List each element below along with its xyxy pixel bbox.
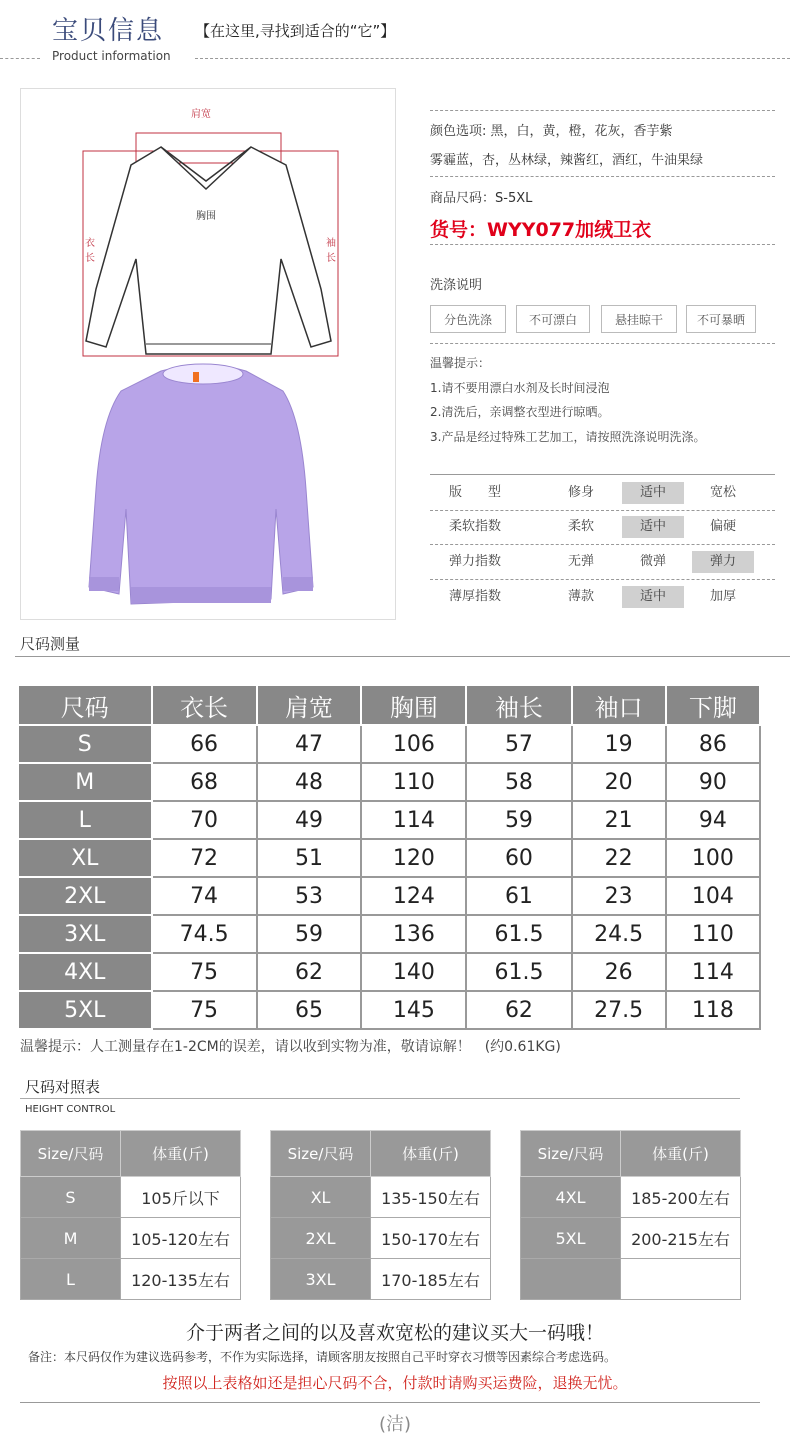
- measure-cell: 68: [152, 763, 257, 801]
- tips-title: 温馨提示：: [430, 356, 491, 370]
- size-cell: M: [18, 763, 152, 801]
- divider: [430, 579, 775, 580]
- sleeve-label-2: 长: [326, 253, 336, 264]
- table-row: [18, 953, 760, 991]
- measure-cell: 19: [572, 725, 666, 763]
- tip-2: 2.清洗后，亲调整衣型进行晾晒。: [430, 405, 610, 419]
- measure-cell: 72: [152, 839, 257, 877]
- reference-size: XL: [271, 1177, 371, 1218]
- size-table-header: 胸围: [361, 685, 466, 725]
- measure-cell: 100: [666, 839, 760, 877]
- size-table-header: 衣长: [152, 685, 257, 725]
- table-row: [18, 839, 760, 877]
- measure-cell: 61: [466, 877, 571, 915]
- fit-label: 弹力指数: [448, 554, 501, 569]
- measure-cell: 20: [572, 763, 666, 801]
- section-subtitle: Product information: [52, 49, 171, 63]
- measure-cell: 74.5: [152, 915, 257, 953]
- table-row: [18, 763, 760, 801]
- wash-tag-2: 悬挂晾干: [601, 305, 677, 333]
- measure-cell: 118: [666, 991, 760, 1029]
- fit-option: 修身: [567, 485, 594, 500]
- table-row: [521, 1177, 741, 1218]
- measure-cell: 104: [666, 877, 760, 915]
- measure-cell: 49: [257, 801, 362, 839]
- reference-title: 尺码对照表: [25, 1078, 101, 1096]
- measure-cell: 145: [361, 991, 466, 1029]
- table-row: [271, 1259, 491, 1300]
- fit-option: 适中: [622, 586, 684, 608]
- reference-weight: 105斤以下: [121, 1177, 241, 1218]
- divider: [430, 110, 775, 111]
- fit-label: 版 型: [448, 485, 501, 500]
- measure-cell: 74: [152, 877, 257, 915]
- size-cell: 3XL: [18, 915, 152, 953]
- measure-cell: 140: [361, 953, 466, 991]
- measure-cell: 53: [257, 877, 362, 915]
- sleeve-label-1: 袖: [326, 238, 336, 249]
- table-row: [271, 1218, 491, 1259]
- reference-size: M: [21, 1218, 121, 1259]
- reference-size: 2XL: [271, 1218, 371, 1259]
- table-row: [21, 1177, 241, 1218]
- fit-row: [430, 551, 760, 581]
- reference-weight: 105-120左右: [121, 1218, 241, 1259]
- fit-row: [430, 516, 760, 546]
- measure-cell: 136: [361, 915, 466, 953]
- measure-cell: 75: [152, 953, 257, 991]
- measure-cell: 51: [257, 839, 362, 877]
- reference-size: L: [21, 1259, 121, 1300]
- size-table-header: 肩宽: [257, 685, 362, 725]
- color-values: 黑，白，黄，橙，花灰，香芋紫: [490, 124, 673, 139]
- shoulder-label: 肩宽: [191, 109, 211, 120]
- divider: [15, 656, 790, 657]
- measure-cell: 22: [572, 839, 666, 877]
- garment-diagram: [21, 89, 397, 621]
- length-label-2: 长: [85, 253, 95, 264]
- measure-cell: 114: [361, 801, 466, 839]
- size-table-header: 下脚: [666, 685, 760, 725]
- divider: [195, 58, 790, 59]
- fit-option: 加厚: [709, 589, 736, 604]
- sweater-outline: [86, 147, 331, 354]
- measure-cell: 120: [361, 839, 466, 877]
- reference-table: [270, 1130, 491, 1300]
- fit-option: 宽松: [709, 485, 736, 500]
- measure-cell: 65: [257, 991, 362, 1029]
- size-table-header: 袖长: [466, 685, 571, 725]
- table-row: [18, 915, 760, 953]
- fit-row: [430, 482, 760, 512]
- fit-option: 柔软: [567, 519, 594, 534]
- reference-table: [20, 1130, 241, 1300]
- fit-option: 偏硬: [709, 519, 736, 534]
- divider: [20, 1098, 740, 1099]
- table-row: [18, 877, 760, 915]
- measure-cell: 21: [572, 801, 666, 839]
- reference-header: 体重(斤): [121, 1131, 241, 1177]
- table-row: [21, 1259, 241, 1300]
- sweatshirt-photo: [89, 364, 313, 604]
- size-advice: 介于两者之间的以及喜欢宽松的建议买大一码哦！: [185, 1322, 604, 1344]
- size-remark: 备注：本尺码仅作为建议选码参考，不作为实际选择，请顾客朋友按照自己平时穿衣习惯等因素综合考虑选码。: [28, 1350, 617, 1364]
- fit-option: 无弹: [567, 554, 594, 569]
- fit-option: 薄款: [567, 589, 594, 604]
- brand-mark: (洁): [378, 1414, 412, 1435]
- reference-weight: 170-185左右: [371, 1259, 491, 1300]
- fit-option: 适中: [622, 516, 684, 538]
- reference-weight: 120-135左右: [121, 1259, 241, 1300]
- measure-cell: 26: [572, 953, 666, 991]
- size-table-header: 袖口: [572, 685, 666, 725]
- fit-option: 适中: [622, 482, 684, 504]
- fit-option: 弹力: [692, 551, 754, 573]
- tip-1: 1.请不要用漂白水剂及长时间浸泡: [430, 381, 610, 395]
- reference-header: Size/尺码: [521, 1131, 621, 1177]
- tip-3: 3.产品是经过特殊工艺加工，请按照洗涤说明洗涤。: [430, 430, 706, 444]
- fit-row: [430, 586, 760, 616]
- size-table-header: 尺码: [18, 685, 152, 725]
- measure-cell: 110: [666, 915, 760, 953]
- wash-tag-3: 不可暴晒: [686, 305, 756, 333]
- reference-weight: 185-200左右: [621, 1177, 741, 1218]
- measure-cell: 61.5: [466, 953, 571, 991]
- return-notice: 按照以上表格如还是担心尺码不合，付款时请购买运费险，退换无忧。: [162, 1374, 628, 1392]
- reference-weight: 200-215左右: [621, 1218, 741, 1259]
- item-number: 货号：WYY077加绒卫衣: [430, 219, 652, 241]
- fit-label: 薄厚指数: [448, 589, 501, 604]
- wash-tag-0: 分色洗涤: [430, 305, 506, 333]
- measure-cell: 57: [466, 725, 571, 763]
- measure-title: 尺码测量: [20, 635, 81, 653]
- length-label-1: 衣: [85, 238, 95, 249]
- measure-cell: 86: [666, 725, 760, 763]
- chest-label: 胸围: [196, 211, 216, 222]
- fit-label: 柔软指数: [448, 519, 501, 534]
- table-row: [521, 1218, 741, 1259]
- divider: [430, 244, 775, 245]
- table-row: [271, 1177, 491, 1218]
- divider: [430, 176, 775, 177]
- measure-cell: 106: [361, 725, 466, 763]
- size-cell: S: [18, 725, 152, 763]
- size-range: 商品尺码：S-5XL: [430, 191, 533, 206]
- measure-cell: 66: [152, 725, 257, 763]
- measure-cell: 59: [257, 915, 362, 953]
- reference-header: 体重(斤): [621, 1131, 741, 1177]
- measure-cell: 94: [666, 801, 760, 839]
- size-table: [17, 684, 761, 1030]
- size-cell: 5XL: [18, 991, 152, 1029]
- measure-cell: 62: [257, 953, 362, 991]
- divider: [20, 1402, 760, 1403]
- measure-cell: 90: [666, 763, 760, 801]
- reference-size: S: [21, 1177, 121, 1218]
- measure-cell: 124: [361, 877, 466, 915]
- reference-size: 4XL: [521, 1177, 621, 1218]
- size-cell: XL: [18, 839, 152, 877]
- measure-cell: 58: [466, 763, 571, 801]
- measure-cell: 24.5: [572, 915, 666, 953]
- measure-cell: 62: [466, 991, 571, 1029]
- measure-cell: 70: [152, 801, 257, 839]
- measure-cell: 48: [257, 763, 362, 801]
- reference-table: [520, 1130, 741, 1300]
- divider: [430, 510, 775, 511]
- measure-cell: 110: [361, 763, 466, 801]
- size-cell: 2XL: [18, 877, 152, 915]
- reference-size: 5XL: [521, 1218, 621, 1259]
- reference-size: 3XL: [271, 1259, 371, 1300]
- color-options-line1: [430, 120, 673, 139]
- reference-weight: 135-150左右: [371, 1177, 491, 1218]
- color-options-line2: 雾霾蓝，杏，丛林绿，辣酱红，酒红，牛油果绿: [430, 153, 704, 168]
- wash-tag-1: 不可漂白: [516, 305, 590, 333]
- measure-note: 温馨提示：人工测量存在1-2CM的误差，请以收到实物为准，敬请谅解！ (约0.61KG): [20, 1039, 561, 1055]
- reference-size: [521, 1259, 621, 1300]
- product-image-panel: [20, 88, 396, 620]
- measure-cell: 23: [572, 877, 666, 915]
- measure-cell: 59: [466, 801, 571, 839]
- fit-option: 微弹: [639, 554, 666, 569]
- reference-subtitle: HEIGHT CONTROL: [25, 1104, 116, 1115]
- measure-cell: 60: [466, 839, 571, 877]
- measure-cell: 75: [152, 991, 257, 1029]
- divider: [0, 58, 40, 59]
- measure-cell: 61.5: [466, 915, 571, 953]
- divider: [430, 544, 775, 545]
- measure-cell: 114: [666, 953, 760, 991]
- reference-header: Size/尺码: [271, 1131, 371, 1177]
- color-label: 颜色选项:: [430, 124, 487, 139]
- reference-weight: 150-170左右: [371, 1218, 491, 1259]
- reference-header: Size/尺码: [21, 1131, 121, 1177]
- section-title: 宝贝信息: [52, 16, 165, 46]
- table-row: [18, 725, 760, 763]
- table-row: [21, 1218, 241, 1259]
- section-slogan: 【在这里,寻找到适合的“它”】: [195, 22, 396, 40]
- reference-weight: [621, 1259, 741, 1300]
- table-row: [18, 991, 760, 1029]
- wash-title: 洗涤说明: [430, 278, 483, 293]
- measure-cell: 27.5: [572, 991, 666, 1029]
- size-cell: 4XL: [18, 953, 152, 991]
- table-row: [18, 801, 760, 839]
- divider: [430, 343, 775, 344]
- measure-cell: 47: [257, 725, 362, 763]
- reference-header: 体重(斤): [371, 1131, 491, 1177]
- table-row: [521, 1259, 741, 1300]
- size-cell: L: [18, 801, 152, 839]
- divider: [430, 474, 775, 475]
